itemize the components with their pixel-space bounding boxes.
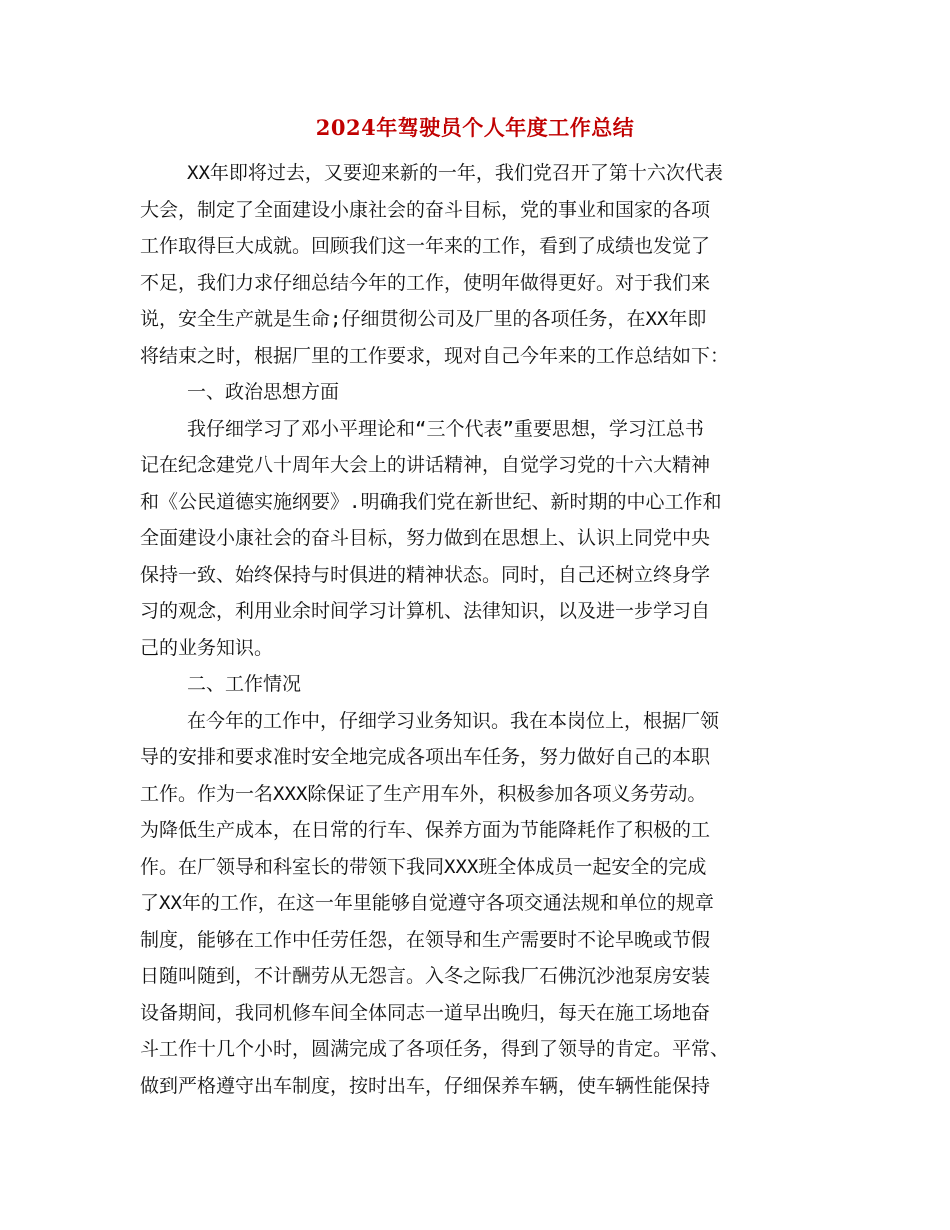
body-line: 设备期间，我同机修车间全体同志一道早出晚归，每天在施工场地奋: [140, 1001, 711, 1024]
body-line: 日随叫随到，不计酬劳从无怨言。入冬之际我厂石佛沉沙池泵房安装: [140, 965, 711, 987]
body-line: 作。在厂领导和科室长的带领下我同XXX班全体成员一起安全的完成: [140, 855, 707, 878]
body-line: 己的业务知识。: [140, 636, 274, 659]
body-line: XX年即将过去，又要迎来新的一年，我们党召开了第十六次代表: [187, 162, 723, 184]
body-line: 制度，能够在工作中任劳任怨，在领导和生产需要时不论早晚或节假: [140, 928, 711, 951]
body-line: 保持一致、始终保持与时俱进的精神状态。同时，自己还树立终身学: [140, 563, 711, 586]
body-line: 习的观念，利用业余时间学习计算机、法律知识，以及进一步学习自: [140, 600, 711, 622]
body-line: 在今年的工作中，仔细学习业务知识。我在本岗位上，根据厂领: [187, 709, 720, 732]
body-line: 工作取得巨大成就。回顾我们这一年来的工作，看到了成绩也发觉了: [140, 235, 711, 257]
body-line: 不足，我们力求仔细总结今年的工作，使明年做得更好。对于我们来: [140, 271, 711, 294]
body-line: 说，安全生产就是生命;仔细贯彻公司及厂里的各项任务，在XX年即: [140, 308, 707, 330]
body-line: 记在纪念建党八十周年大会上的讲话精神，自觉学习党的十六大精神: [140, 454, 711, 476]
body-line: 工作。作为一名XXX除保证了生产用车外，积极参加各项义务劳动。: [140, 782, 707, 805]
body-line: 一、政治思想方面: [187, 381, 340, 403]
document-title: 2024年驾驶员个人年度工作总结: [315, 115, 635, 140]
body-line: 大会，制定了全面建设小康社会的奋斗目标，党的事业和国家的各项: [140, 198, 711, 221]
body-line: 导的安排和要求准时安全地完成各项出车任务，努力做好自己的本职: [140, 746, 711, 768]
body-line: 做到严格遵守出车制度，按时出车，仔细保养车辆，使车辆性能保持: [140, 1074, 711, 1097]
body-line: 了XX年的工作，在这一年里能够自觉遵守各项交通法规和单位的规章: [140, 892, 714, 914]
document-body: [140, 155, 812, 1104]
body-line: 和《公民道德实施纲要》.明确我们党在新世纪、新时期的中心工作和: [140, 490, 722, 513]
body-line: 斗工作十几个小时，圆满完成了各项任务，得到了领导的肯定。平常、: [140, 1038, 730, 1060]
body-line: 将结束之时，根据厂里的工作要求，现对自己今年来的工作总结如下：: [140, 344, 730, 367]
body-line: 我仔细学习了邓小平理论和“三个代表”重要思想，学习江总书: [187, 417, 704, 440]
body-line: 全面建设小康社会的奋斗目标，努力做到在思想上、认识上同党中央: [140, 527, 711, 549]
body-line: 二、工作情况: [187, 673, 302, 695]
body-line: 为降低生产成本，在日常的行车、保养方面为节能降耗作了积极的工: [140, 819, 711, 841]
